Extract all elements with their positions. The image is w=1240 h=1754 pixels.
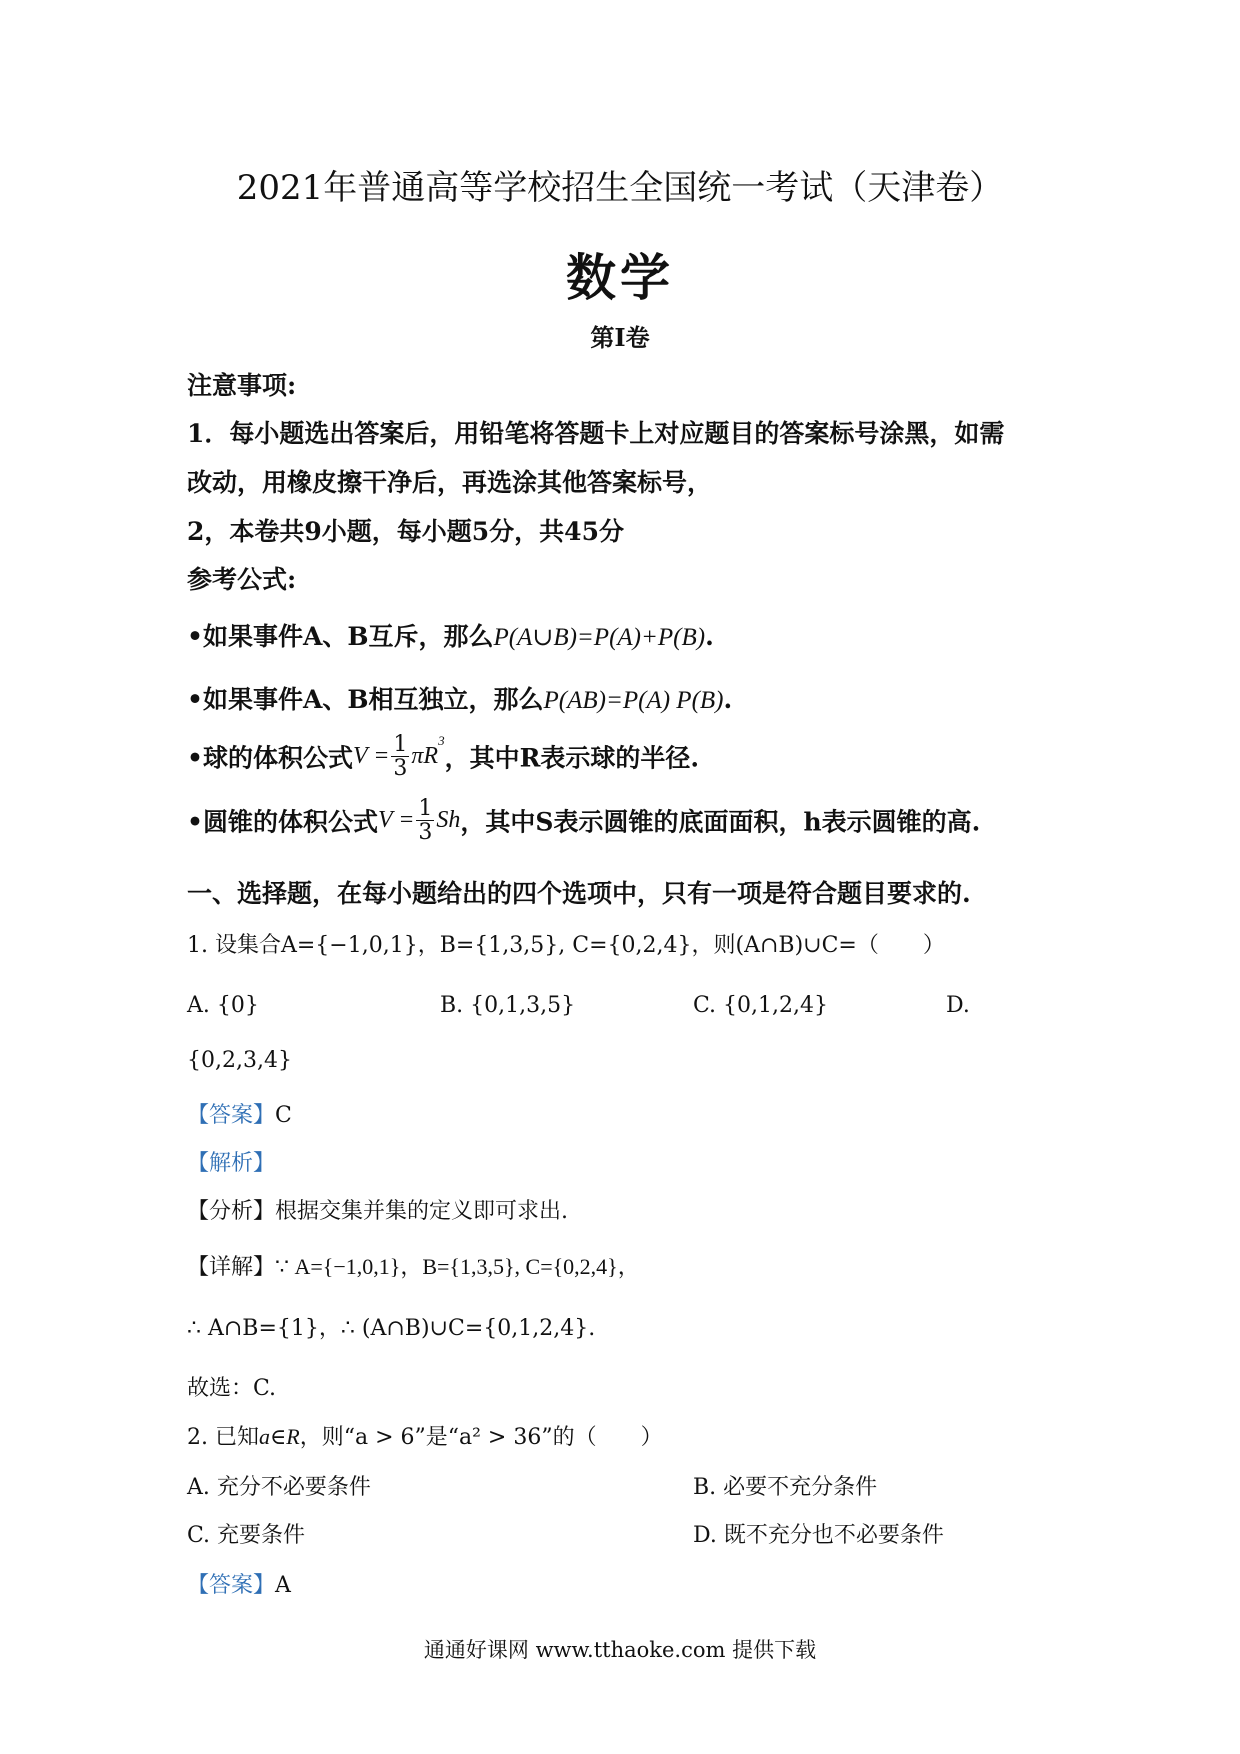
formula-exclusive-math: P(A∪B)=P(A)+P(B) (493, 624, 706, 651)
q1-answer (187, 1098, 292, 1129)
fraction-denominator: 3 (418, 820, 433, 846)
formula-independent-text: •如果事件A、B相互独立，那么 (187, 685, 544, 714)
formula-cone-fraction (416, 797, 434, 844)
formula-cone-rest: Sh (436, 807, 461, 834)
xiangjie-tag: 【详解】 (187, 1255, 276, 1280)
formula-sphere-text: •球的体积公式 (187, 743, 353, 773)
subject-title: 数学 (566, 248, 674, 307)
xiangjie-text: ∵ A={−1,0,1}，B={1,3,5}, C={0,2,4}， (275, 1254, 640, 1279)
q1-analysis-tag: 【解析】 (187, 1151, 276, 1176)
footer-text: 通通好课网 www.tthaoke.com 提供下载 (423, 1638, 817, 1662)
q2-stem-pre: 2. 已知 (187, 1425, 259, 1450)
q2-answer (187, 1568, 291, 1599)
q1-choose: 故选：C. (187, 1376, 277, 1401)
formula-exclusive (187, 617, 714, 653)
q1-option-d-value: {0,2,3,4} (187, 1048, 292, 1073)
section1-heading: 一、选择题，在每小题给出的四个选项中，只有一项是符合题目要求的. (187, 879, 971, 908)
formula-sphere-desc: ，其中R表示球的半径. (444, 743, 700, 773)
q2-option-d: D. 既不充分也不必要条件 (693, 1523, 944, 1548)
formulas-heading: 参考公式: (187, 565, 297, 594)
q1-option-b: B. {0,1,3,5} (440, 993, 576, 1018)
q2-option-a: A. 充分不必要条件 (187, 1475, 371, 1500)
q2-stem (187, 1420, 663, 1451)
formula-sphere-lhs: V = (352, 743, 390, 770)
fraction-numerator: 1 (418, 796, 433, 821)
notice-item1-line2: 改动，用橡皮擦干净后，再选涂其他答案标号， (187, 468, 713, 497)
fraction-denominator: 3 (393, 756, 408, 782)
q1-detail-line2: ∴ A∩B={1}，∴ (A∩B)∪C={0,1,2,4}. (187, 1316, 596, 1341)
exam-title: 2021年普通高等学校招生全国统一考试（天津卷） (236, 168, 1004, 208)
answer-tag: 【答案】 (187, 1573, 276, 1598)
formula-exclusive-text: •如果事件A、B互斥，那么 (187, 622, 494, 651)
fraction-numerator: 1 (393, 732, 408, 757)
notice-item1-line1: 1．每小题选出答案后，用铅笔将答题卡上对应题目的答案标号涂黑，如需 (187, 419, 1005, 448)
q2-option-b: B. 必要不充分条件 (693, 1475, 878, 1500)
formula-sphere-exponent: 3 (438, 733, 445, 749)
q1-fenxi (187, 1194, 568, 1225)
q1-stem: 1. 设集合A={−1,0,1}，B={1,3,5}, C={0,2,4}，则(A∩B)∪C=（ ） (187, 933, 945, 958)
q1-option-a: A. {0} (187, 993, 259, 1018)
q2-option-c: C. 充要条件 (187, 1523, 306, 1548)
formula-exclusive-end: . (705, 622, 714, 651)
formula-independent-end: . (723, 685, 733, 714)
formula-sphere-rest: πR (411, 743, 439, 770)
fenxi-text: 根据交集并集的定义即可求出. (275, 1199, 569, 1224)
formula-cone-text: •圆锥的体积公式 (187, 807, 378, 837)
formula-sphere (187, 733, 699, 780)
notice-heading: 注意事项: (187, 371, 297, 400)
q2-stem-math: a∈R (258, 1424, 300, 1449)
q2-stem-post: ，则“a > 6”是“a² > 36”的（ ） (299, 1425, 663, 1450)
formula-cone (187, 797, 980, 844)
notice-item2: 2，本卷共9小题，每小题5分，共45分 (187, 517, 624, 546)
formula-cone-lhs: V = (377, 807, 415, 834)
formula-independent-math: P(AB)=P(A) P(B) (543, 687, 724, 714)
volume-label: 第I卷 (590, 323, 650, 352)
q1-option-c: C. {0,1,2,4} (693, 993, 828, 1018)
answer-value: C (275, 1103, 292, 1128)
formula-sphere-fraction (391, 733, 409, 780)
fenxi-tag: 【分析】 (187, 1199, 276, 1224)
q1-option-d: D. (946, 993, 970, 1018)
q1-xiangjie (187, 1250, 640, 1281)
formula-independent (187, 680, 732, 716)
answer-value: A (275, 1573, 291, 1598)
formula-cone-desc: ，其中S表示圆锥的底面面积，h表示圆锥的高. (460, 807, 981, 837)
answer-tag: 【答案】 (187, 1103, 276, 1128)
